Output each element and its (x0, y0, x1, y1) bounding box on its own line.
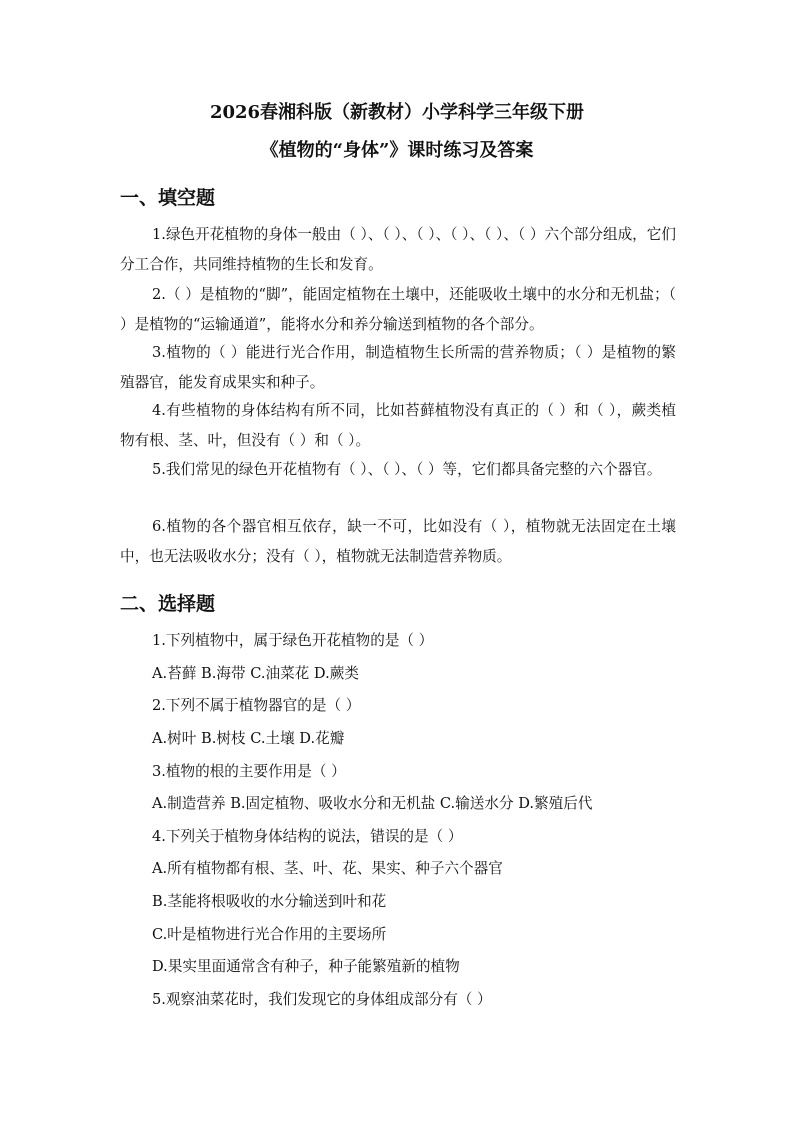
section-heading-choice: 二、选择题 (120, 593, 216, 615)
choice-question-4: 4.下列关于植物身体结构的说法，错误的是（ ） (152, 828, 463, 845)
fill-question-2: 2.（ ）是植物的“脚”，能固定植物在土壤中，还能吸收土壤中的水分和无机盐；（ ）是植物的“运输通道”，能将水分和养分输送到植物的各个部分。 (120, 286, 676, 333)
choice-option-4c: C.叶是植物进行光合作用的主要场所 (152, 926, 387, 943)
choice-option-4d: D.果实里面通常含有种子，种子能繁殖新的植物 (152, 958, 460, 975)
choice-question-5: 5.观察油菜花时，我们发现它的身体组成部分有（ ） (152, 991, 492, 1008)
fill-question-6: 6.植物的各个器官相互依存，缺一不可，比如没有（ ），植物就无法固定在土壤中，也无法吸收水分；没有（ ），植物就无法制造营养物质。 (120, 518, 676, 565)
choice-options-3: A.制造营养 B.固定植物、吸收水分和无机盐 C.输送水分 D.繁殖后代 (152, 795, 593, 812)
choice-question-2: 2.下列不属于植物器官的是（ ） (152, 697, 361, 714)
fill-question-5: 5.我们常见的绿色开花植物有（ ）、（ ）、（ ）等，它们都具备完整的六个器官。 (152, 461, 662, 478)
choice-question-1: 1.下列植物中，属于绿色开花植物的是（ ） (152, 632, 434, 649)
fill-question-4: 4.有些植物的身体结构有所不同，比如苔藓植物没有真正的（ ）和（ ），蕨类植物有根、茎、叶，但没有（ ）和（ ）。 (120, 402, 676, 449)
fill-question-1: 1.绿色开花植物的身体一般由（ ）、（ ）、（ ）、（ ）、（ ）、（ ）六个部分组成，它们分工合作，共同维持植物的生长和发育。 (120, 226, 676, 273)
section-heading-fill: 一、填空题 (120, 187, 216, 209)
document-title-line1: 2026春湘科版（新教材）小学科学三年级下册 (209, 102, 585, 123)
fill-question-3: 3.植物的（ ）能进行光合作用，制造植物生长所需的营养物质；（ ）是植物的繁殖器官，能发育成果实和种子。 (120, 344, 676, 391)
choice-options-1: A.苔藓 B.海带 C.油菜花 D.蕨类 (152, 665, 359, 682)
choice-question-3: 3.植物的根的主要作用是（ ） (152, 763, 346, 780)
choice-option-4a: A.所有植物都有根、茎、叶、花、果实、种子六个器官 (152, 860, 503, 877)
choice-options-2: A.树叶 B.树枝 C.土壤 D.花瓣 (152, 730, 345, 747)
choice-option-4b: B.茎能将根吸收的水分输送到叶和花 (152, 893, 387, 910)
document-title-line2: 《植物的“身体”》课时练习及答案 (260, 140, 534, 161)
